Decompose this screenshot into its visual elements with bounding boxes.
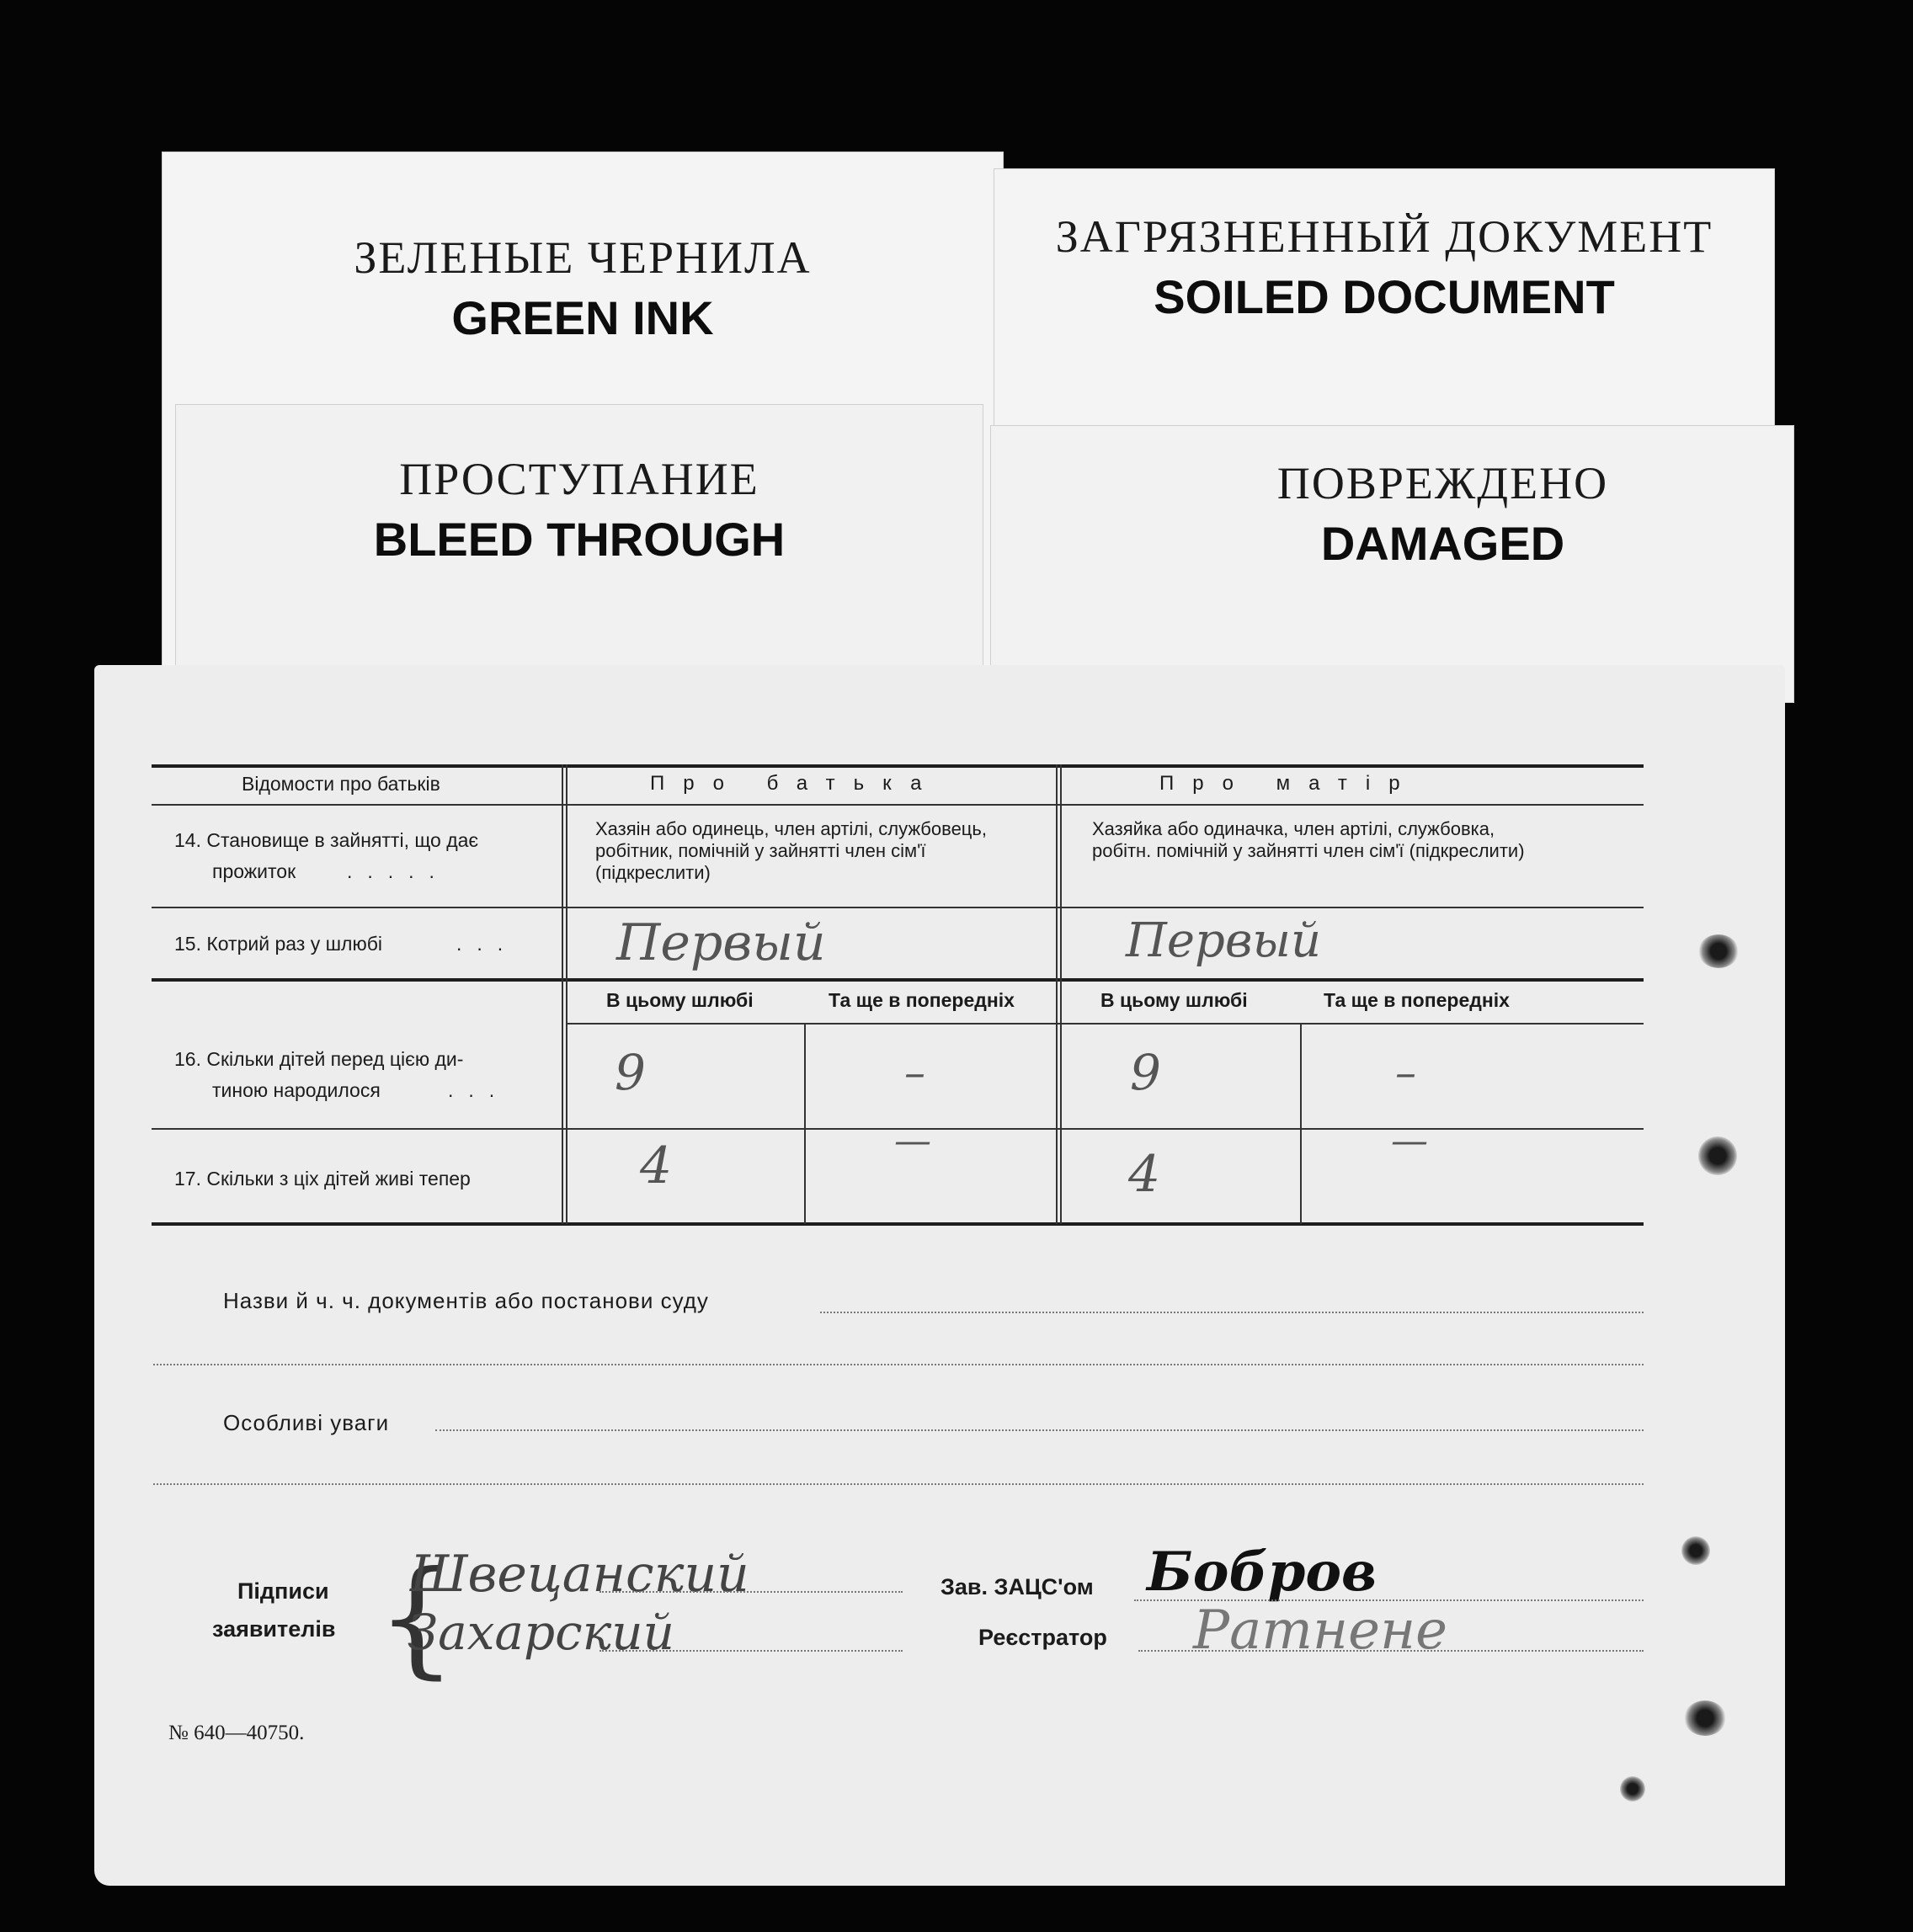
damaged-en: DAMAGED <box>1320 517 1565 570</box>
documents-dotted-line-1 <box>820 1312 1644 1313</box>
row16-mother-this: 9 <box>1130 1044 1161 1101</box>
green-ink-en: GREEN INK <box>451 291 714 344</box>
registrar-signature: Ратнене <box>1193 1599 1447 1662</box>
punch-hole-4 <box>1684 1700 1726 1736</box>
row17-mother-this: 4 <box>1128 1145 1161 1204</box>
row17-mother-prev: — <box>1391 1120 1428 1163</box>
row16-father-this: 9 <box>615 1044 646 1101</box>
row16-mother-prev: – <box>1395 1048 1416 1097</box>
registrar-label: Реєстратор <box>978 1625 1107 1650</box>
punch-hole-3 <box>1681 1536 1710 1565</box>
table-top-rule <box>152 764 1644 768</box>
soiled-document-ru: ЗАГРЯЗНЕННЫЙ ДОКУМЕНТ <box>1055 211 1713 262</box>
damaged-card <box>990 425 1794 703</box>
bleed-through-ru: ПРОСТУПАНИЕ <box>399 454 759 504</box>
row14-mother-options: Хазяйка або одиначка, член артілі, службовка, робітн. помічній у зайнятті член сім'ї (підкреслити) <box>1092 818 1525 861</box>
applicant-sig1-line <box>599 1591 903 1593</box>
green-ink-ru: ЗЕЛЕНЫЕ ЧЕРНИЛА <box>354 232 812 283</box>
punch-hole-5 <box>1620 1776 1645 1802</box>
signatures-brace: { <box>376 1545 457 1691</box>
col-divider-3 <box>1056 764 1058 1224</box>
soiled-document-en: SOILED DOCUMENT <box>1154 270 1615 323</box>
row16-father-prev: – <box>904 1048 925 1097</box>
subheader-father-previous: Та ще в попередніх <box>829 989 1015 1011</box>
row15-father-value: Первый <box>616 913 826 972</box>
punch-hole-1 <box>1698 934 1739 968</box>
signatures-label-line2: заявителів <box>212 1616 336 1642</box>
bleed-through-card <box>175 404 983 682</box>
row14-rule <box>152 907 1644 908</box>
row16-label-line2: тиною народилося <box>212 1079 381 1101</box>
notes-label: Особливі уваги <box>223 1410 390 1435</box>
row15-leader-dots: ... <box>456 933 519 955</box>
row15-rule <box>152 978 1644 982</box>
punch-hole-2 <box>1698 1136 1737 1175</box>
row17-father-this: 4 <box>640 1136 673 1195</box>
row17-father-prev: — <box>894 1120 931 1163</box>
table-bottom-rule <box>152 1222 1644 1226</box>
row17-label: 17. Скільки з ціх дітей живі тепер <box>174 1168 471 1190</box>
registration-form-page <box>94 665 1785 1886</box>
applicant-signature-2: Захарский <box>408 1604 674 1661</box>
subheader-father-this: В цьому шлюбі <box>606 989 754 1011</box>
documents-dotted-line-2 <box>153 1364 1644 1365</box>
subheader-mother-previous: Та ще в попередніх <box>1324 989 1510 1011</box>
row15-label: 15. Котрий раз у шлюбі <box>174 933 383 955</box>
applicant-signature-1: Швецанский <box>410 1545 749 1604</box>
subheader-mother-this: В цьому шлюбі <box>1100 989 1248 1011</box>
header-mother: Про матір <box>1159 772 1419 795</box>
row16-label-line1: 16. Скільки дітей перед цією ди- <box>174 1048 464 1070</box>
notes-dotted-line-2 <box>153 1483 1644 1485</box>
damaged-ru: ПОВРЕЖДЕНО <box>1276 458 1609 508</box>
bleed-through-en: BLEED THROUGH <box>373 513 786 566</box>
row14-label-line1: 14. Становище в зайнятті, що дає <box>174 829 479 851</box>
col-divider-2 <box>804 1023 806 1224</box>
col-divider-1b <box>566 764 568 1224</box>
notes-dotted-line-1 <box>435 1429 1644 1431</box>
col-divider-1 <box>562 764 563 1224</box>
table-header-rule <box>152 804 1644 806</box>
zags-head-label: Зав. ЗАЦС'ом <box>941 1574 1094 1599</box>
col-divider-4 <box>1300 1023 1302 1224</box>
header-parents-info: Відомости про батьків <box>242 773 440 795</box>
row14-father-options: Хазяін або одинець, член артілі, службовець, робітник, помічній у зайнятті член сім'ї (підкреслити) <box>595 818 987 883</box>
zags-head-signature: Бобров <box>1147 1541 1377 1604</box>
documents-label: Назви й ч. ч. документів або постанови суду <box>223 1288 709 1313</box>
row16-leader-dots: ... <box>448 1079 510 1101</box>
row14-leader-dots: ..... <box>347 860 450 882</box>
row14-label-line2: прожиток <box>212 860 296 882</box>
header-father: Про батька <box>650 772 941 795</box>
subheader-rule <box>566 1023 1644 1025</box>
signatures-label-line1: Підписи <box>237 1578 329 1604</box>
row15-mother-value: Первый <box>1126 913 1322 968</box>
registrar-line <box>1138 1650 1644 1652</box>
form-number: № 640—40750. <box>168 1722 305 1744</box>
col-divider-3b <box>1060 764 1062 1224</box>
applicant-sig2-line <box>599 1650 903 1652</box>
